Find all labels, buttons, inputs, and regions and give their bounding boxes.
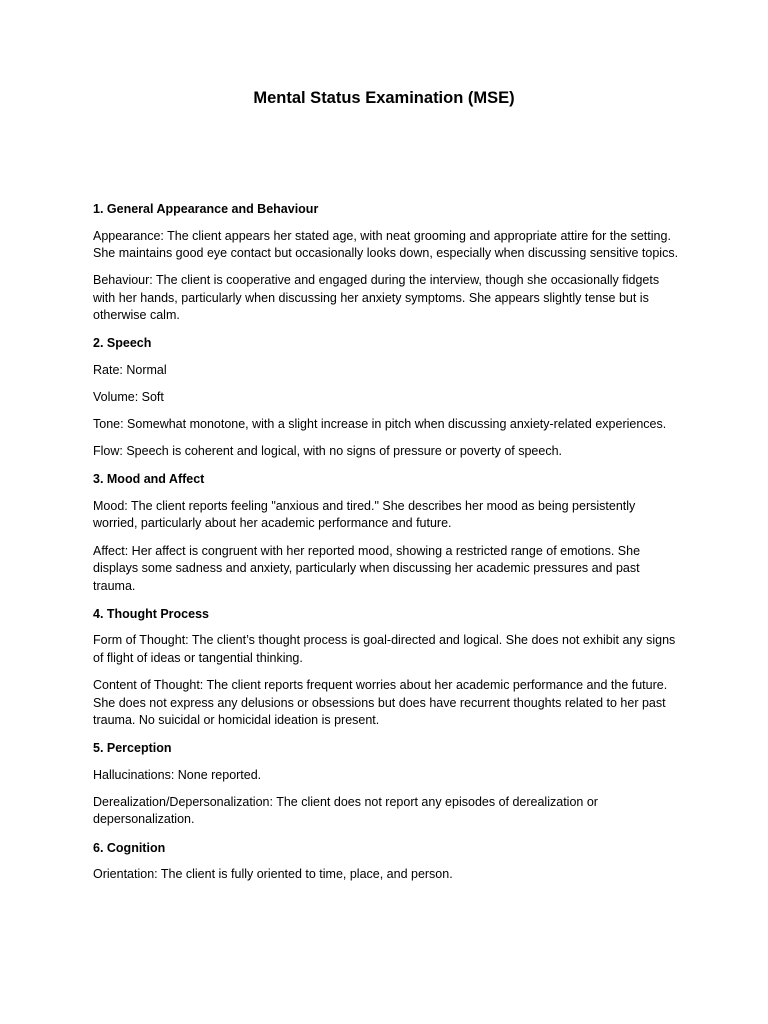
section-general-appearance <box>93 200 683 325</box>
section-speech <box>93 334 683 460</box>
page-title: Mental Status Examination (MSE) <box>253 89 515 107</box>
section-cognition <box>93 839 683 884</box>
section-heading: 6. Cognition <box>93 840 166 855</box>
paragraph: Affect: Her affect is congruent with her reported mood, showing a restricted range of emotions. She displays some sadness and anxiety, particularly when discussing her academic pressures and past trauma. <box>93 543 641 593</box>
paragraph: Appearance: The client appears her stated age, with neat grooming and appropriate attire for the setting. She maintains good eye contact but occasionally looks down, especially when discussing sensitive topics. <box>93 228 679 261</box>
section-heading: 3. Mood and Affect <box>93 472 205 487</box>
paragraph: Volume: Soft <box>93 390 164 405</box>
paragraph: Orientation: The client is fully oriented to time, place, and person. <box>93 867 453 882</box>
section-heading: 1. General Appearance and Behaviour <box>93 202 319 216</box>
paragraph: Rate: Normal <box>93 362 167 377</box>
section-thought-process <box>93 605 683 730</box>
paragraph: Behaviour: The client is cooperative and engaged during the interview, though she occasionally fidgets with her hands, particularly when discussing her anxiety symptoms. She appears slightly tense but is otherwise calm. <box>93 273 660 323</box>
document-body <box>93 200 683 893</box>
section-mood-affect <box>93 470 683 595</box>
section-heading: 4. Thought Process <box>93 606 209 621</box>
paragraph: Tone: Somewhat monotone, with a slight increase in pitch when discussing anxiety-related experiences. <box>93 417 667 432</box>
paragraph: Flow: Speech is coherent and logical, with no signs of pressure or poverty of speech. <box>93 444 563 459</box>
paragraph: Mood: The client reports feeling "anxious and tired." She describes her mood as being persistently worried, particularly about her academic performance and future. <box>93 498 636 531</box>
paragraph: Form of Thought: The client’s thought process is goal-directed and logical. She does not exhibit any signs of flight of ideas or tangential thinking. <box>93 633 676 665</box>
section-perception <box>93 739 683 829</box>
section-heading: 5. Perception <box>93 741 172 756</box>
paragraph: Hallucinations: None reported. <box>93 767 262 782</box>
paragraph: Derealization/Depersonalization: The client does not report any episodes of derealization or depersonalization. <box>93 794 598 827</box>
section-heading: 2. Speech <box>93 336 152 351</box>
paragraph: Content of Thought: The client reports frequent worries about her academic performance and the future. She does not express any delusions or obsessions but does have recurrent thoughts related to her past trauma. No suicidal or homicidal ideation is present. <box>93 678 668 728</box>
